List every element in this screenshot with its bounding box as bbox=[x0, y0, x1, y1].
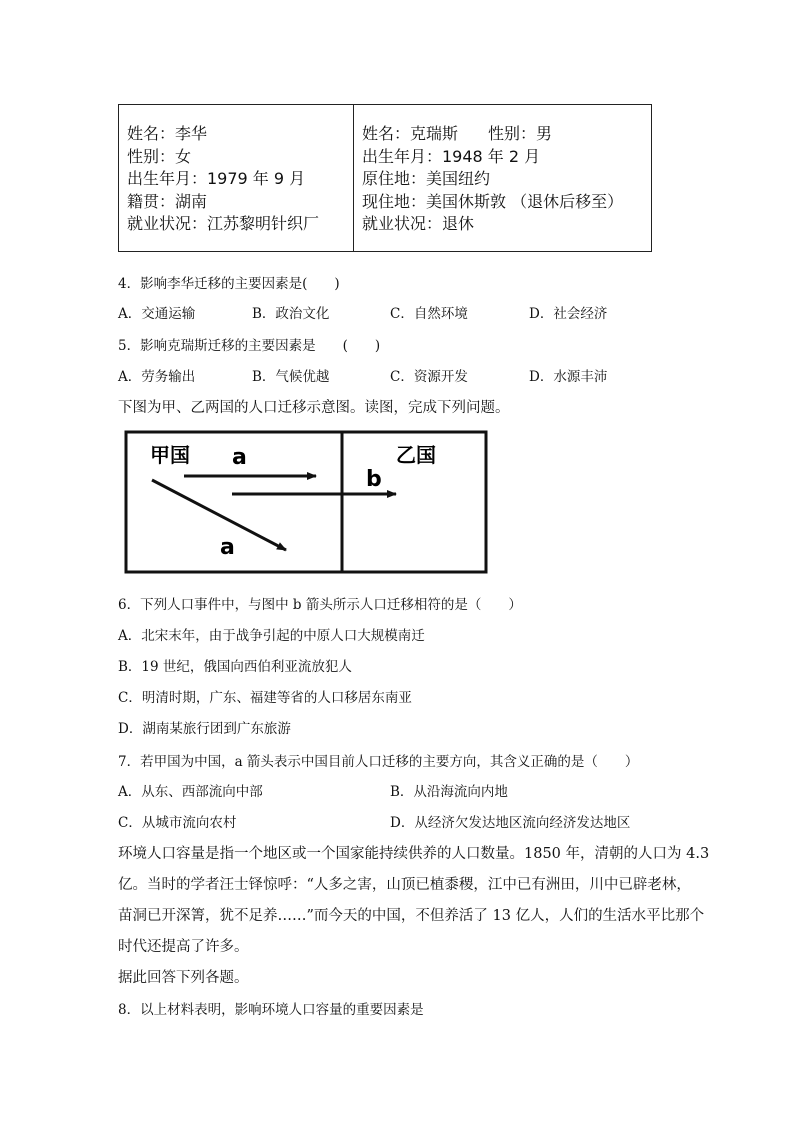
q6-option-d[interactable]: D．湖南某旅行团到广东旅游 bbox=[118, 721, 291, 737]
chris-gender: 性别：男 bbox=[488, 124, 553, 143]
chris-info bbox=[362, 123, 623, 236]
diagram-intro: 下图为甲、乙两国的人口迁移示意图。读图，完成下列问题。 bbox=[118, 400, 510, 416]
q6-option-c[interactable]: C．明清时期，广东、福建等省的人口移居东南亚 bbox=[118, 690, 412, 706]
q8-stem: 8．以上材料表明，影响环境人口容量的重要因素是 bbox=[118, 1002, 424, 1018]
arrow-a-bottom-label: a bbox=[220, 535, 235, 560]
passage-line-4: 时代还提高了许多。 bbox=[118, 939, 249, 955]
passage-line-5: 据此回答下列各题。 bbox=[118, 970, 249, 986]
q4-option-d[interactable]: D．社会经济 bbox=[529, 306, 608, 322]
q4-option-c[interactable]: C．自然环境 bbox=[390, 306, 468, 322]
q7-option-d[interactable]: D．从经济欠发达地区流向经济发达地区 bbox=[390, 815, 631, 831]
table-divider bbox=[353, 105, 354, 251]
q6-option-b[interactable]: B．19 世纪，俄国向西伯利亚流放犯人 bbox=[118, 659, 352, 675]
info-table bbox=[118, 104, 652, 252]
chris-name-gender-line bbox=[362, 123, 623, 146]
passage-line-1: 环境人口容量是指一个地区或一个国家能持续供养的人口数量。1850 年，清朝的人口为 4.3 bbox=[118, 846, 710, 862]
chris-name: 姓名：克瑞斯 bbox=[362, 124, 459, 143]
q7-option-c[interactable]: C．从城市流向农村 bbox=[118, 815, 237, 831]
li-hua-birth: 出生年月：1979 年 9 月 bbox=[127, 169, 306, 188]
q5-stem: 5．影响克瑞斯迁移的主要因素是 ( ) bbox=[118, 338, 381, 354]
migration-diagram bbox=[120, 428, 488, 576]
chris-current: 现住地：美国休斯敦 （退休后移至） bbox=[362, 191, 624, 211]
q5-option-d[interactable]: D．水源丰沛 bbox=[529, 369, 608, 385]
q5-option-c[interactable]: C．资源开发 bbox=[390, 369, 468, 385]
q5-option-a[interactable]: A．劳务输出 bbox=[118, 369, 196, 385]
q7-option-a[interactable]: A．从东、西部流向中部 bbox=[118, 784, 263, 800]
arrow-a-diagonal bbox=[152, 480, 286, 550]
passage-line-3: 苗洞已开深箐，犹不足养……”而今天的中国，不但养活了 13 亿人，人们的生活水平比那个 bbox=[118, 908, 705, 924]
passage-line-2: 亿。当时的学者汪士铎惊呼：“人多之害，山顶已植黍稷，江中已有洲田，川中已辟老林， bbox=[118, 877, 691, 893]
li-hua-gender: 性别：女 bbox=[127, 146, 192, 166]
country-b-label: 乙国 bbox=[396, 443, 436, 467]
q5-option-b[interactable]: B．气候优越 bbox=[252, 369, 330, 385]
q7-option-b[interactable]: B．从沿海流向内地 bbox=[390, 784, 508, 800]
q4-option-b[interactable]: B．政治文化 bbox=[252, 306, 330, 322]
li-hua-employment: 就业状况：江苏黎明针织厂 bbox=[127, 214, 320, 233]
q6-option-a[interactable]: A．北宋末年，由于战争引起的中原人口大规模南迁 bbox=[118, 628, 425, 644]
arrow-b-label: b bbox=[366, 467, 382, 492]
country-a-label: 甲国 bbox=[150, 443, 190, 467]
q4-stem: 4．影响李华迁移的主要因素是( ) bbox=[118, 276, 340, 292]
li-hua-native: 籍贯：湖南 bbox=[127, 191, 208, 211]
chris-origin: 原住地：美国纽约 bbox=[362, 169, 491, 188]
li-hua-name: 姓名：李华 bbox=[127, 124, 208, 143]
chris-birth: 出生年月：1948 年 2 月 bbox=[362, 146, 541, 166]
q7-stem: 7．若甲国为中国，a 箭头表示中国目前人口迁移的主要方向，其含义正确的是（ ） bbox=[118, 754, 639, 770]
q4-option-a[interactable]: A．交通运输 bbox=[118, 306, 196, 322]
chris-employment: 就业状况：退休 bbox=[362, 214, 475, 233]
arrow-a-top-label: a bbox=[232, 445, 247, 470]
q6-stem: 6．下列人口事件中，与图中 b 箭头所示人口迁移相符的是（ ） bbox=[118, 597, 522, 613]
li-hua-info bbox=[127, 123, 319, 236]
